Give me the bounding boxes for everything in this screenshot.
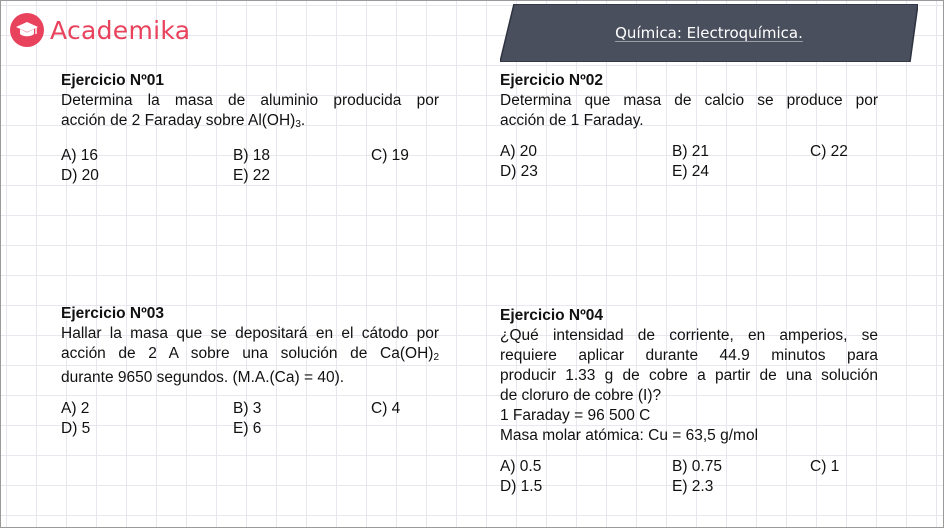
option-d: D) 20 [61,167,99,184]
exercise-title: Ejercicio Nº04 [500,307,604,324]
options-row [61,399,439,419]
statement-line [61,111,439,135]
options-row [500,162,878,182]
option-a: A) 2 [61,400,90,417]
subscript: 3 [295,119,301,130]
option-c: C) 4 [371,400,401,417]
exercise-04 [500,306,878,497]
options-row [61,146,439,166]
answer-options [500,142,878,182]
option-d: D) 1.5 [500,478,543,495]
subscript: 2 [433,352,439,363]
banner-title: Química: Electroquímica. [615,24,803,42]
exercise-01 [61,71,439,186]
exercise-02 [500,71,878,182]
statement-line: durante 9650 segundos. (M.A.(Ca) = 40). [61,369,345,386]
exercise-statement [500,91,878,131]
statement-line [61,344,439,368]
statement-tail: . [300,112,306,129]
exercise-statement [61,324,439,388]
statement-line: requiere aplicar durante 44.9 minutos para [500,347,878,364]
graduation-cap-icon [10,13,44,47]
topic-banner [500,4,918,62]
option-b: B) 18 [233,147,271,164]
option-e: E) 2.3 [672,478,714,495]
answer-options [500,457,878,497]
option-c: C) 19 [371,147,409,164]
option-a: A) 0.5 [500,458,542,475]
exercise-statement [500,326,878,446]
option-e: E) 24 [672,163,710,180]
option-c: C) 22 [810,143,848,160]
statement-line: de cloruro de cobre (I)? [500,387,662,404]
answer-options [61,146,439,186]
options-row [500,142,878,162]
exercise-statement [61,91,439,135]
exercise-title: Ejercicio Nº03 [61,305,165,322]
answer-options [61,399,439,439]
statement-line: Masa molar atómica: Cu = 63,5 g/mol [500,427,759,444]
statement-line: ¿Qué intensidad de corriente, en amperios, se [500,327,878,344]
academika-logo [10,13,190,47]
option-e: E) 22 [233,167,271,184]
statement-line: Determina la masa de aluminio producida por [61,92,439,109]
option-a: A) 20 [500,143,538,160]
options-row [500,457,878,477]
statement-line: Hallar la masa que se depositará en el cátodo por [61,325,439,342]
logo-text: Academika [50,15,191,45]
exercise-03 [61,304,439,439]
option-d: D) 5 [61,420,91,437]
option-d: D) 23 [500,163,538,180]
statement-text: acción de 2 A sobre una solución de Ca(OH) [61,345,434,362]
option-e: E) 6 [233,420,262,437]
options-row [500,477,878,497]
statement-line: acción de 1 Faraday. [500,112,644,129]
option-b: B) 21 [672,143,710,160]
options-row [61,419,439,439]
option-b: B) 0.75 [672,458,722,475]
option-b: B) 3 [233,400,262,417]
option-a: A) 16 [61,147,99,164]
statement-line: Determina que masa de calcio se produce por [500,92,878,109]
statement-line: producir 1.33 g de cobre a partir de una solución [500,367,878,384]
options-row [61,166,439,186]
exercise-title: Ejercicio Nº02 [500,72,604,89]
statement-text: acción de 2 Faraday sobre Al(OH) [61,112,296,129]
statement-line: 1 Faraday = 96 500 C [500,407,651,424]
exercise-title: Ejercicio Nº01 [61,72,165,89]
option-c: C) 1 [810,458,840,475]
